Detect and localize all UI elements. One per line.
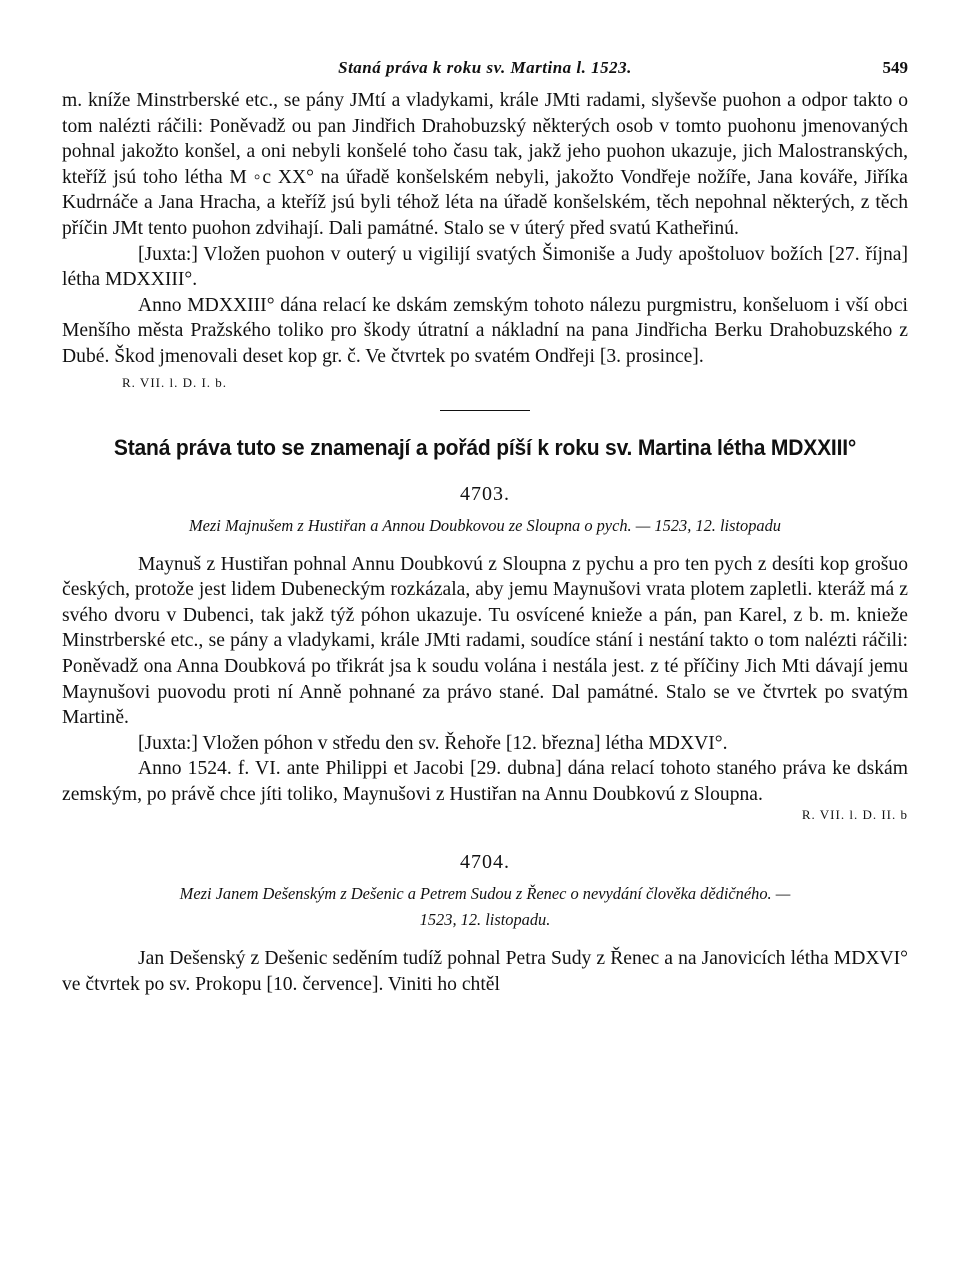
previous-entry-juxta: [Juxta:] Vložen puohon v outerý u vigilijí svatých Šimoniše a Judy apoštoluov božích [27. října] létha MDXXIII°. bbox=[62, 243, 908, 291]
document-regest: Mezi Janem Dešenským z Dešenic a Petrem Sudou z Řenec o nevydání člověka dědičného. — bbox=[179, 884, 791, 904]
document-juxta: [Juxta:] Vložen póhon v středu den sv. Řehoře [12. března] létha MDXVI°. bbox=[138, 732, 728, 754]
page-number: 549 bbox=[882, 58, 908, 77]
section-title: Staná práva tuto se znamenají a pořád píší k roku sv. Martina létha MDXXIII° bbox=[113, 434, 857, 460]
document-number: 4703. bbox=[460, 482, 510, 505]
document-relation: Anno 1524. f. VI. ante Philippi et Jacobi [29. dubna] dána relací tohoto staného práva ke dskám zemským, po právě chce jíti toliko, Maynušovi z Hustiřan na Annu Doubkovú z Sloupna. bbox=[62, 758, 908, 805]
previous-entry-paragraph: m. kníže Minstrberské etc., se pány JMtí a vladykami, krále JMti radami, slyševše puohon a odpor takto o tom nalézti ráčili: Poněvadž ou pan Jindřich Drahobuzský některých osob v tomto puohonu jmenovaných pohnal jakožto konšel, a oni nebyli konšelé toho času tak, jakž jeho puohon ukazuje, jich Malostranských, kteříž jsú toho létha M ◦c XX° na úřadě konšelském nebyli, jakožto Vondřeje nožíře, Jana kováře, Jiříka Kudrnáče a Jana Hracha, a kteříž jsú byli téhož léta na úřadě konšelském, těch nepohnal některých, z těch příčin JMt tento puohon zdvihají. Dali památné. Stalo se v úterý před svatú Katheřinú. bbox=[62, 90, 908, 239]
archival-signature: R. VII. l. D. I. b. bbox=[122, 374, 228, 390]
separator-rule bbox=[440, 410, 530, 411]
document-body: Maynuš z Hustiřan pohnal Annu Doubkovú z Sloupna z pychu a pro ten pych z desíti kop grošuo českých, protože jest lidem Dubeneckým rozkázala, aby jemu Maynušovi vrata plotem zapletli. kteráž má z svého dvoru v Dubenci, tak jakž týž póhon ukazuje. Tu osvícené knieže a pán, pan Karel, z b. m. knieže Minstrberské etc., se pány a vladykami, krále JMti radami, soudíce stání i nestání takto o tom nalézti ráčili: Poněvadž ona Anna Doubková po třikrát jsa k soudu volána i nestála jest. z té příčiny Jich Mti dávají jemu Maynušovi puovodu proti ní Anně pohnané za právo stané. Dal památné. Stalo se ve čtvrtek po svatým Martině. bbox=[62, 553, 908, 729]
document-regest-date: 1523, 12. listopadu. bbox=[419, 910, 551, 930]
document-body: Jan Dešenský z Dešenic seděním tudíž pohnal Petra Sudy z Řenec a na Janovicích létha MDXVI° ve čtvrtek po sv. Prokopu [10. července]. Viniti ho chtěl bbox=[62, 948, 908, 996]
page-header bbox=[62, 52, 908, 88]
running-head: Staná práva k roku sv. Martina l. 1523. bbox=[338, 58, 632, 77]
document-number: 4704. bbox=[460, 851, 510, 874]
document-regest: Mezi Majnušem z Hustiřan a Annou Doubkovou ze Sloupna o pych. — 1523, 12. listopadu bbox=[189, 515, 781, 535]
archival-signature: R. VII. l. D. II. b bbox=[801, 807, 908, 823]
book-page bbox=[62, 52, 908, 998]
previous-entry-relation: Anno MDXXIII° dána relací ke dskám zemským tohoto nálezu purgmistru, konšeluom i vší obci Menšího města Pražského toliko pro škody útratní a nákladní na pana Jindřicha Berku Drahobuzského z Dubé. Škod jmenovali deset kop gr. č. Ve čtvrtek po svatém Ondřeji [3. prosince]. bbox=[62, 294, 908, 367]
